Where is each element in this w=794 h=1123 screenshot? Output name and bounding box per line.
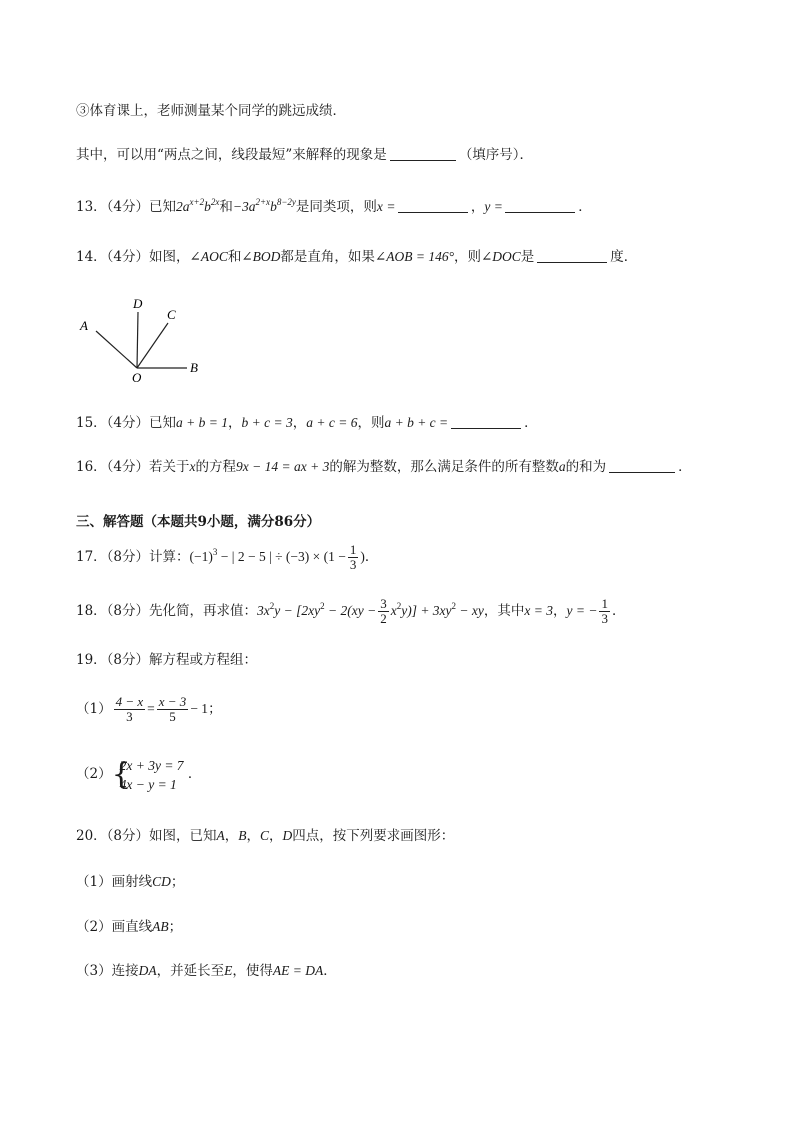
angle-figure [70,290,220,390]
question-14: 14．（4分）如图，∠AOC和∠BOD都是直角，如果∠AOB = 146°，则∠DOC是 度． [76,249,638,265]
fraction: $\frac{3}{2}$ [380,596,387,626]
question-20-step-1: （1）画射线CD； [76,874,185,890]
label-c: C [167,307,176,322]
label-a: A [80,318,88,333]
equation-system: { 2x + 3y = 7 4x − y = 1 [111,756,184,792]
fraction: $\frac{4 - x}{3}$ [115,694,144,724]
answer-blank[interactable] [451,414,521,429]
answer-blank[interactable] [390,146,456,161]
question-20: 20．（8分）如图，已知A，B，C，D四点，按下列要求画图形： [76,828,455,844]
question-19-part-2: （2） { 2x + 3y = 7 4x − y = 1 ． [76,756,202,792]
question-19-part-1: （1） $\frac{4 - x}{3}$ = $\frac{x - 3}{5}$ − 1； [76,694,222,724]
ray-od [137,312,138,368]
label-d: D [133,296,143,311]
label-b: B [190,360,198,375]
answer-blank[interactable] [537,248,607,263]
answer-blank[interactable] [609,458,675,473]
ray-oc [137,323,168,368]
question-16: 16．（4分）若关于x的方程9x − 14 = ax + 3的解为整数，那么满足条件的所有整数a的和为 ． [76,459,692,475]
answer-blank-x[interactable] [398,198,468,213]
question-12-tail: 其中，可以用“两点之间，线段最短”来解释的现象是 （填序号）． [76,147,534,163]
section-heading: 三、解答题（本题共9小题，满分86分） [76,514,321,530]
question-20-step-2: （2）画直线AB； [76,919,183,935]
fraction: $\frac{1}{3}$ [601,596,608,626]
question-17: 17．（8分）计算：$(-1)^3$ − | 2 − 5 | ÷ (−3) × (1 − $\frac{1}{3}$ )． [76,542,379,572]
question-19: 19．（8分）解方程或方程组： [76,652,258,668]
answer-blank-y[interactable] [505,198,575,213]
item-3-text: ③体育课上，老师测量某个同学的跳远成绩． [76,103,346,119]
question-13: 13．（4分）已知$2a^{x+2}b^{2x}$和$-3a^{2+x}b^{8-2y}$是同类项，则x = ，y = ． [76,197,592,215]
ray-oa [96,331,137,368]
question-20-step-3: （3）连接DA，并延长至E，使得AE = DA． [76,963,337,979]
question-18: 18．（8分）先化简，再求值：$3x^2y - [2xy^2 - 2(xy$ − $\frac{3}{2}$ $x^2y)] + 3xy^2$ − xy，其中x = 3，y = − $\frac{1}{3}$ ． [76,596,626,626]
question-15: 15．（4分）已知a + b = 1，b + c = 3，a + c = 6，则a + b + c = ． [76,415,538,431]
label-o: O [132,370,142,385]
fraction: $\frac{1}{3}$ [349,542,357,572]
fraction: $\frac{x - 3}{5}$ [158,694,187,724]
